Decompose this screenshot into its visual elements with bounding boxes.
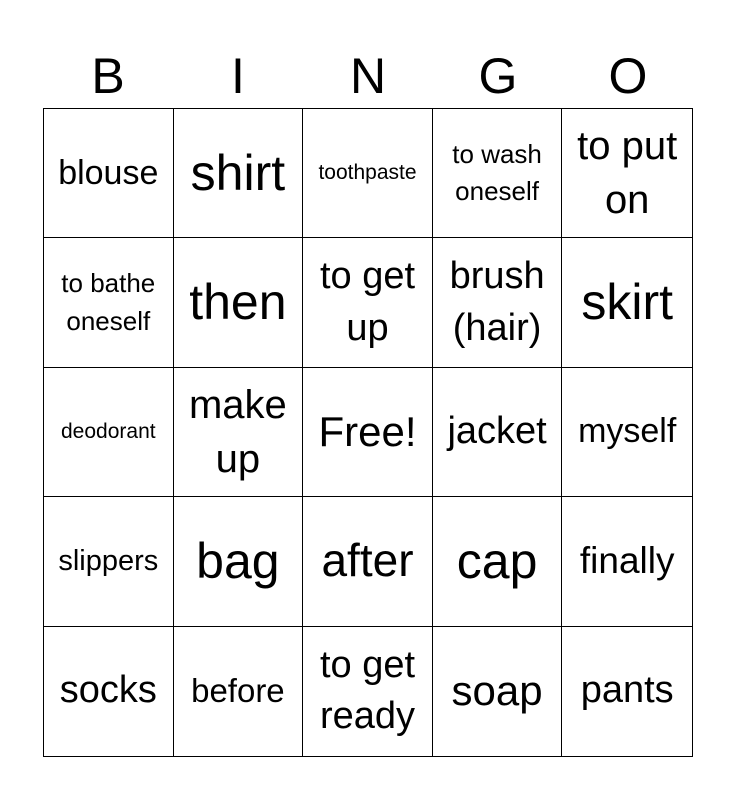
bingo-cell[interactable] xyxy=(562,368,692,497)
bingo-header xyxy=(43,44,693,108)
cell-text: blouse xyxy=(58,153,159,192)
bingo-cell[interactable] xyxy=(433,109,563,238)
cell-text: myself xyxy=(578,412,677,451)
header-letter-n: N xyxy=(349,48,387,104)
cell-text: to bathe oneself xyxy=(61,267,156,336)
cell-text: finally xyxy=(579,540,675,582)
cell-text: jacket xyxy=(447,410,547,453)
bingo-cell[interactable] xyxy=(562,497,692,626)
cell-text: make up xyxy=(188,382,287,481)
cell-text: to wash oneself xyxy=(452,138,542,207)
bingo-cell[interactable] xyxy=(174,368,304,497)
cell-text: cap xyxy=(456,532,538,589)
bingo-cell[interactable] xyxy=(303,238,433,367)
cell-text: socks xyxy=(59,669,157,712)
bingo-cell[interactable] xyxy=(44,497,174,626)
bingo-cell[interactable] xyxy=(174,497,304,626)
bingo-cell[interactable] xyxy=(174,109,304,238)
cell-text: Free! xyxy=(318,407,417,455)
cell-text: then xyxy=(189,274,287,331)
bingo-cell[interactable] xyxy=(174,627,304,756)
bingo-cell[interactable] xyxy=(433,497,563,626)
header-letter-o: O xyxy=(608,48,648,104)
bingo-cell[interactable] xyxy=(44,627,174,756)
header-letter-g: G xyxy=(478,48,518,104)
cell-text: to get ready xyxy=(319,643,416,738)
cell-text: shirt xyxy=(190,144,286,201)
bingo-cell[interactable] xyxy=(303,368,433,497)
cell-text: deodorant xyxy=(61,419,156,443)
cell-text: before xyxy=(191,672,285,710)
bingo-board xyxy=(43,108,693,757)
bingo-cell[interactable] xyxy=(303,497,433,626)
cell-text: toothpaste xyxy=(318,161,417,185)
bingo-cell[interactable] xyxy=(44,368,174,497)
bingo-cell[interactable] xyxy=(44,238,174,367)
cell-text: slippers xyxy=(58,544,159,577)
bingo-cell[interactable] xyxy=(303,109,433,238)
cell-text: pants xyxy=(580,669,674,712)
cell-text: after xyxy=(321,534,414,587)
cell-text: bag xyxy=(196,532,280,589)
header-letter-i: I xyxy=(231,48,245,104)
cell-text: brush (hair) xyxy=(449,255,545,349)
bingo-cell[interactable] xyxy=(562,238,692,367)
cell-text: skirt xyxy=(581,274,674,331)
bingo-cell[interactable] xyxy=(433,238,563,367)
cell-text: soap xyxy=(451,666,543,714)
bingo-cell[interactable] xyxy=(433,627,563,756)
cell-text: to put on xyxy=(577,124,678,223)
bingo-cell[interactable] xyxy=(562,109,692,238)
bingo-cell[interactable] xyxy=(44,109,174,238)
cell-text: to get up xyxy=(319,255,416,349)
bingo-cell[interactable] xyxy=(562,627,692,756)
bingo-cell[interactable] xyxy=(433,368,563,497)
header-letter-b: B xyxy=(91,48,125,104)
bingo-cell[interactable] xyxy=(303,627,433,756)
bingo-cell[interactable] xyxy=(174,238,304,367)
